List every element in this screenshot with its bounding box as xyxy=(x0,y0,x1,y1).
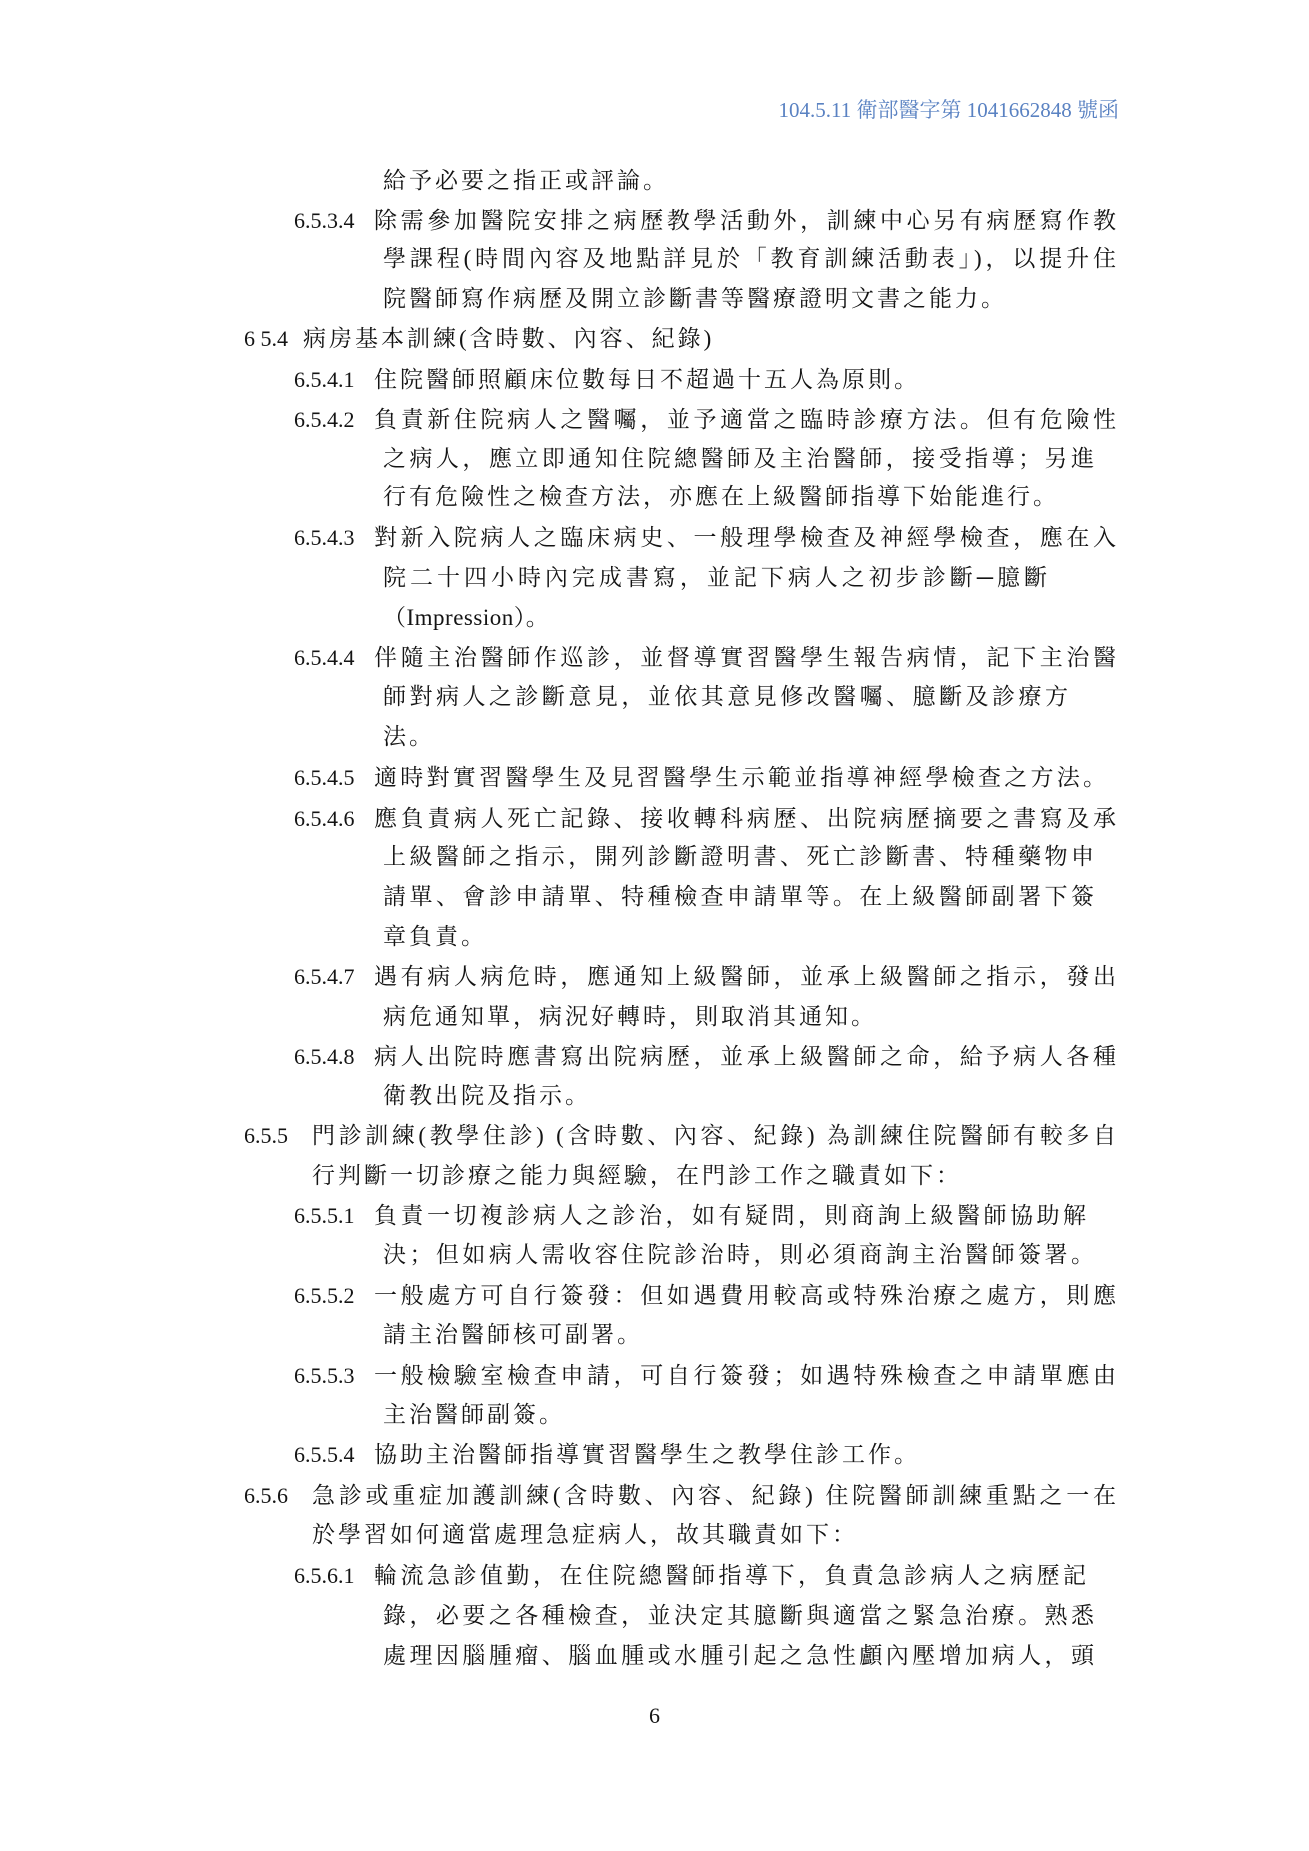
section-6-5-5-line: 門診訓練(教學住診) (含時數、內容、紀錄) 為訓練住院醫師有較多自 xyxy=(312,1123,1119,1148)
clause-6-5-5-4-number: 6.5.5.4 xyxy=(294,1442,355,1467)
clause-6-5-4-2-line: 負責新住院病人之醫囑，並予適當之臨時診療方法。但有危險性 xyxy=(374,407,1119,432)
clause-6-5-3-4-number: 6.5.3.4 xyxy=(294,208,355,233)
clause-6-5-4-8-number: 6.5.4.8 xyxy=(294,1044,355,1069)
clause-6-5-4-4-line: 法。 xyxy=(383,724,435,749)
clause-6-5-4-4-number: 6.5.4.4 xyxy=(294,645,355,670)
clause-6-5-5-1-number: 6.5.5.1 xyxy=(294,1203,355,1228)
clause-6-5-3-4-line: 學課程(時間內容及地點詳見於「教育訓練活動表」)，以提升住 xyxy=(383,246,1119,271)
clause-6-5-4-6-number: 6.5.4.6 xyxy=(294,806,355,831)
clause-6-5-3-4-line: 除需參加醫院安排之病歷教學活動外，訓練中心另有病歷寫作教 xyxy=(374,208,1119,233)
clause-6-5-4-2-line: 之病人，應立即通知住院總醫師及主治醫師，接受指導；另進 xyxy=(383,446,1097,471)
clause-6-5-5-2-number: 6.5.5.2 xyxy=(294,1283,355,1308)
clause-6-5-4-3-line: 對新入院病人之臨床病史、一般理學檢查及神經學檢查，應在入 xyxy=(374,525,1119,550)
clause-6-5-4-7-line: 病危通知單，病況好轉時，則取消其通知。 xyxy=(383,1004,877,1029)
clause-6-5-4-8-line: 衛教出院及指示。 xyxy=(383,1083,591,1108)
clause-6-5-4-8-line: 病人出院時應書寫出院病歷，並承上級醫師之命，給予病人各種 xyxy=(374,1044,1119,1069)
clause-6-5-6-1-line: 輪流急診值勤，在住院總醫師指導下，負責急診病人之病歷記 xyxy=(374,1563,1089,1588)
clause-6-5-4-7-number: 6.5.4.7 xyxy=(294,964,355,989)
section-6-5-4-number: 6 5.4 xyxy=(244,326,288,351)
clause-6-5-5-3-line: 一般檢驗室檢查申請，可自行簽發；如遇特殊檢查之申請單應由 xyxy=(374,1363,1119,1388)
clause-6-5-3-4-line: 院醫師寫作病歷及開立診斷書等醫療證明文書之能力。 xyxy=(383,286,1007,311)
clause-6-5-5-1-line: 負責一切複診病人之診治，如有疑問，則商詢上級醫師協助解 xyxy=(374,1203,1089,1228)
clause-6-5-4-3-line: 院二十四小時內完成書寫，並記下病人之初步診斷─臆斷 xyxy=(383,565,1050,590)
section-6-5-5-number: 6.5.5 xyxy=(244,1123,288,1148)
clause-6-5-3-3-line: 給予必要之指正或評論。 xyxy=(383,168,669,193)
clause-6-5-4-6-line: 章負責。 xyxy=(383,924,487,949)
section-6-5-5-line: 行判斷一切診療之能力與經驗，在門診工作之職責如下： xyxy=(312,1163,962,1188)
clause-6-5-4-6-line: 上級醫師之指示，開列診斷證明書、死亡診斷書、特種藥物申 xyxy=(383,844,1097,869)
clause-6-5-4-7-line: 遇有病人病危時，應通知上級醫師，並承上級醫師之指示，發出 xyxy=(374,964,1119,989)
clause-6-5-4-3-number: 6.5.4.3 xyxy=(294,525,355,550)
clause-6-5-4-6-line: 應負責病人死亡記錄、接收轉科病歷、出院病歷摘要之書寫及承 xyxy=(374,806,1119,831)
clause-6-5-4-5-line: 適時對實習醫學生及見習醫學生示範並指導神經學檢查之方法。 xyxy=(374,765,1109,790)
clause-6-5-4-6-line: 請單、會診申請單、特種檢查申請單等。在上級醫師副署下簽 xyxy=(383,884,1097,909)
clause-6-5-5-3-number: 6.5.5.3 xyxy=(294,1363,355,1388)
clause-6-5-5-3-line: 主治醫師副簽。 xyxy=(383,1402,565,1427)
clause-6-5-4-4-line: 伴隨主治醫師作巡診，並督導實習醫學生報告病情，記下主治醫 xyxy=(374,645,1119,670)
section-6-5-6-line: 急診或重症加護訓練(含時數、內容、紀錄) 住院醫師訓練重點之一在 xyxy=(312,1483,1119,1508)
clause-6-5-5-4-line: 協助主治醫師指導實習醫學生之教學住診工作。 xyxy=(374,1442,920,1467)
clause-6-5-5-1-line: 決；但如病人需收容住院診治時，則必須商詢主治醫師簽署。 xyxy=(383,1242,1097,1267)
clause-6-5-6-1-line: 處理因腦腫瘤、腦血腫或水腫引起之急性顱內壓增加病人，頭 xyxy=(383,1643,1097,1668)
document-reference-header: 104.5.11 衛部醫字第 1041662848 號函 xyxy=(778,98,1119,122)
clause-6-5-4-5-number: 6.5.4.5 xyxy=(294,765,355,790)
clause-6-5-4-1-line: 住院醫師照顧床位數每日不超過十五人為原則。 xyxy=(374,367,920,392)
clause-6-5-6-1-line: 錄，必要之各種檢查，並決定其臆斷與適當之緊急治療。熟悉 xyxy=(383,1603,1097,1628)
section-6-5-4-heading: 病房基本訓練(含時數、內容、紀錄) xyxy=(303,326,715,351)
clause-6-5-5-2-line: 請主治醫師核可副署。 xyxy=(383,1322,643,1347)
page-number: 6 xyxy=(649,1703,660,1728)
clause-6-5-6-1-number: 6.5.6.1 xyxy=(294,1563,355,1588)
clause-6-5-4-2-number: 6.5.4.2 xyxy=(294,407,355,432)
clause-6-5-5-2-line: 一般處方可自行簽發：但如遇費用較高或特殊治療之處方，則應 xyxy=(374,1283,1119,1308)
clause-6-5-4-4-line: 師對病人之診斷意見，並依其意見修改醫囑、臆斷及診療方 xyxy=(383,684,1071,709)
clause-6-5-4-3-line: （Impression）。 xyxy=(383,605,550,630)
clause-6-5-4-1-number: 6.5.4.1 xyxy=(294,367,355,392)
section-6-5-6-number: 6.5.6 xyxy=(244,1483,288,1508)
clause-6-5-4-2-line: 行有危險性之檢查方法，亦應在上級醫師指導下始能進行。 xyxy=(383,484,1059,509)
section-6-5-6-line: 於學習如何適當處理急症病人，故其職責如下： xyxy=(312,1522,858,1547)
